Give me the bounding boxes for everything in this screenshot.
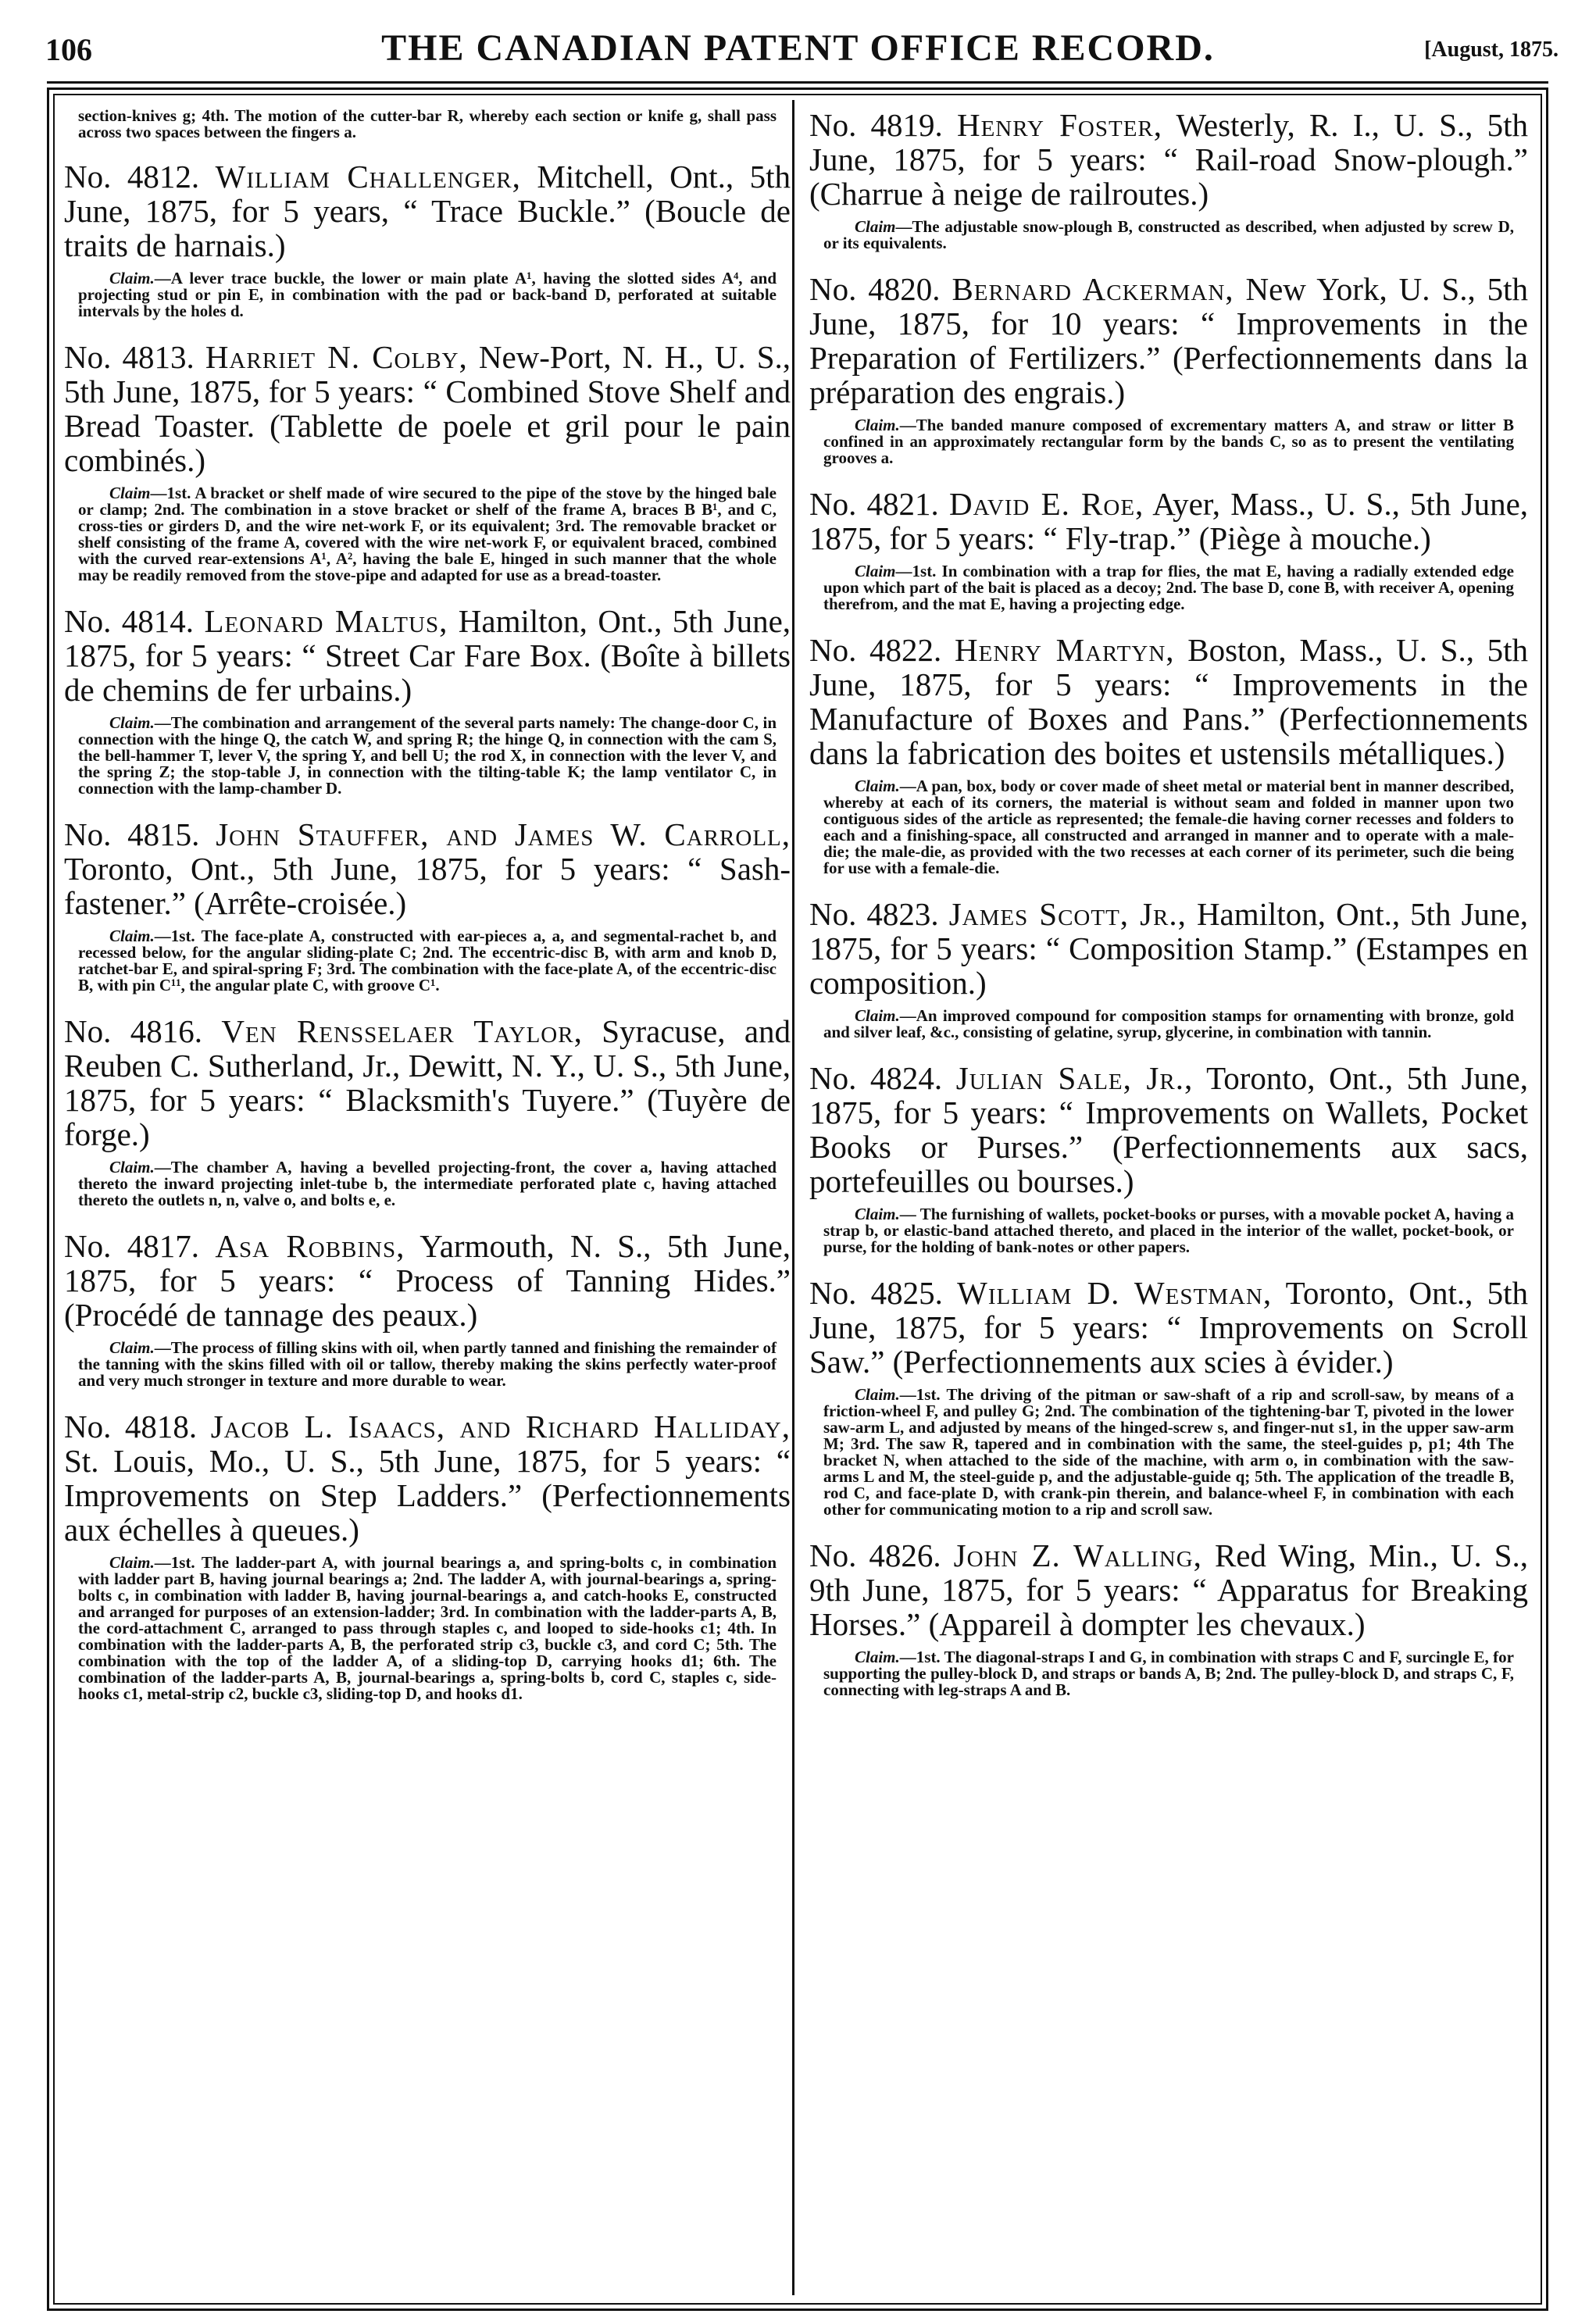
patent-heading <box>809 108 1528 211</box>
claim-label: Claim. <box>109 1338 155 1357</box>
patentee-name: Henry Martyn, <box>955 632 1175 668</box>
patent-number: No. 4820. <box>809 271 941 307</box>
patent-entry <box>64 159 791 320</box>
patentee-name: James Scott, Jr., <box>948 896 1187 932</box>
patent-details: Hamilton, Ont., 5th June, 1875, for 5 years: “ Street Car Fare Box. (Boîte à billets de chemins de fer urbains.) <box>64 603 791 708</box>
patent-entry <box>809 897 1528 1041</box>
patent-details: Ayer, Mass., U. S., 5th June, 1875, for 5 years: “ Fly-trap.” (Piège à mouche.) <box>809 486 1529 556</box>
claim-text: —1st. The diagonal-straps I and G, in combination with straps C and F, surcingle E, for supporting the pulley-block D, and straps or bands A, B; 2nd. The pulley-block D, and straps C, F, connecting with leg-straps A and B. <box>823 1648 1514 1699</box>
patent-heading <box>809 1538 1528 1641</box>
patent-details: New York, U. S., 5th June, 1875, for 10 years: “ Improvements in the Preparation of Fertilizers.” (Perfectionnements dans la préparation des engrais.) <box>809 271 1529 410</box>
patent-details: Westerly, R. I., U. S., 5th June, 1875, for 5 years: “ Rail-road Snow-plough.” (Charrue à neige de railroutes.) <box>809 107 1529 212</box>
patent-claim <box>78 270 777 320</box>
top-rule <box>47 81 1548 84</box>
claim-label: Claim. <box>855 777 900 795</box>
patent-number: No. 4814. <box>64 603 195 639</box>
patent-heading <box>64 340 791 477</box>
claim-text: —An improved compound for composition stamps for ornamenting with bronze, gold and silver leaf, &c., consisting of gelatine, syrup, glycerine, in combination with tannin. <box>823 1006 1514 1041</box>
patent-details: Mitchell, Ont., 5th June, 1875, for 5 years, “ Trace Buckle.” (Boucle de traits de harnais.) <box>64 159 791 263</box>
claim-label: Claim <box>109 484 151 502</box>
patentee-name: John Stauffer, and James W. Carroll, <box>216 816 791 852</box>
patent-entry <box>809 1061 1528 1255</box>
claim-text: —1st. The face-plate A, constructed with ear-pieces a, a, and segmental-rachet b, and recessed below, for the angular sliding-plate C; 2nd. The eccentric-disc B, with arm and knob D, ratchet-bar E, and spiral-spring F; 3rd. The combination with the face-plate A, of the eccentric-disc B, with pin C¹¹, the angular plate C, with groove C¹. <box>78 927 777 994</box>
patent-entry <box>64 340 791 584</box>
patent-claim <box>823 219 1514 252</box>
patent-heading <box>809 897 1528 1000</box>
page-number: 106 <box>45 32 92 67</box>
patent-claim <box>823 1008 1514 1041</box>
patent-claim <box>823 417 1514 466</box>
patentee-name: Jacob L. Isaacs, and Richard Halliday, <box>210 1409 791 1444</box>
patentee-name: Henry Foster, <box>956 107 1163 143</box>
claim-label: Claim. <box>109 713 155 732</box>
patent-details: Red Wing, Min., U. S., 9th June, 1875, for 5 years: “ Apparatus for Breaking Horses.” (Appareil à dompter les chevaux.) <box>809 1537 1529 1642</box>
patent-number: No. 4815. <box>64 816 200 852</box>
patent-entry <box>809 487 1528 612</box>
page-title: THE CANADIAN PATENT OFFICE RECORD. <box>381 27 1215 69</box>
patentee-name: Leonard Maltus, <box>204 603 448 639</box>
claim-label: Claim <box>855 217 896 236</box>
patent-entry <box>64 1229 791 1389</box>
patent-claim <box>78 1159 777 1209</box>
patent-heading <box>809 272 1528 409</box>
patent-details: New-Port, N. H., U. S., 5th June, 1875, for 5 years: “ Combined Stove Shelf and Bread Toaster. (Tablette de poele et gril pour le pain combinés.) <box>64 339 791 478</box>
claim-label: Claim. <box>109 1553 155 1572</box>
patent-claim <box>823 563 1514 612</box>
patent-entry <box>809 108 1528 252</box>
claim-label: Claim. <box>855 1006 900 1025</box>
claim-text: —The combination and arrangement of the several parts namely: The change-door C, in connection with the hinge Q, the catch W, and spring R; the hinge Q, in connection with the cam S, the bell-hammer T, lever V, the spring Y, and bell U; the rod X, in connection with the lever V, and the spring Z; the stop-table J, in connection with the tilting-table K; the lamp ventilator C, in connection with the lamp-chamber D. <box>78 713 777 798</box>
claim-text: —The chamber A, having a bevelled projecting-front, the cover a, having attached thereto the inward projecting inlet-tube b, the intermediate perforated plate c, having attached thereto the outlets n, n, valve o, and bolts e, e. <box>78 1158 777 1209</box>
patent-details: Syracuse, and Reuben C. Sutherland, Jr., Dewitt, N. Y., U. S., 5th June, 1875, for 5 years: “ Blacksmith's Tuyere.” (Tuyère de forge.) <box>64 1013 791 1152</box>
left-entries <box>64 159 791 1702</box>
patent-number: No. 4821. <box>809 486 939 522</box>
patent-heading <box>64 1014 791 1152</box>
patent-heading <box>809 633 1528 770</box>
patent-number: No. 4816. <box>64 1013 202 1049</box>
patent-claim <box>78 485 777 584</box>
claim-label: Claim. <box>855 1205 900 1223</box>
patent-number: No. 4825. <box>809 1275 943 1311</box>
patent-details: Toronto, Ont., 5th June, 1875, for 5 years: “ Sash-fastener.” (Arrête-croisée.) <box>64 851 791 921</box>
patent-claim <box>823 1649 1514 1698</box>
patent-number: No. 4826. <box>809 1537 941 1573</box>
patentee-name: Ven Rensselaer Taylor, <box>221 1013 583 1049</box>
patent-heading <box>809 1276 1528 1379</box>
patent-details: Hamilton, Ont., 5th June, 1875, for 5 years: “ Composition Stamp.” (Estampes en composition.) <box>809 896 1528 1001</box>
patent-claim <box>78 928 777 994</box>
patentee-name: William Challenger, <box>215 159 521 195</box>
patentee-name: David E. Roe, <box>949 486 1144 522</box>
patentee-name: Julian Sale, Jr., <box>955 1060 1194 1096</box>
patent-claim <box>823 1206 1514 1255</box>
claim-text: —1st. The driving of the pitman or saw-shaft of a rip and scroll-saw, by means of a friction-wheel F, and pulley G; 2nd. The combination of the tightening-bar T, pivoted in the lower saw-arm L, and adjusted by means of the hinged-screw s, and finger-nut s1, in the upper saw-arm M; 3rd. The saw R, tapered and in combination with the same, the steel-guides p, p1; 4th The bracket N, when attached to the side of the machine, with arm o, in combination with the saw-arms L and M, the steel-guide p, and the adjustable-guide q; 5th. The application of the treadle B, rod C, and face-plate D, with crank-pin therein, and balance-wheel F, in combination with each other for communicating motion to a rip and scroll saw. <box>823 1385 1514 1519</box>
claim-label: Claim. <box>855 1648 900 1666</box>
patent-details: Yarmouth, N. S., 5th June, 1875, for 5 years: “ Process of Tanning Hides.” (Procédé de tannage des peaux.) <box>64 1228 791 1333</box>
patent-number: No. 4819. <box>809 107 943 143</box>
patent-number: No. 4824. <box>809 1060 943 1096</box>
patent-entry <box>64 817 791 994</box>
patent-details: Toronto, Ont., 5th June, 1875, for 5 years: “ Improvements on Wallets, Pocket Books or Purses.” (Perfectionnements aux sacs, portefeuilles ou bourses.) <box>809 1060 1529 1199</box>
patent-details: Boston, Mass., U. S., 5th June, 1875, for 5 years: “ Improvements in the Manufacture of Boxes and Pans.” (Perfectionnements dans la fabrication des boites et ustensils métalliques.) <box>809 632 1529 771</box>
patent-heading <box>809 1061 1528 1198</box>
patent-claim <box>823 1387 1514 1518</box>
claim-label: Claim. <box>855 416 900 434</box>
patentee-name: Harriet N. Colby, <box>205 339 468 375</box>
patent-claim <box>78 1555 777 1702</box>
claim-label: Claim. <box>109 1158 155 1177</box>
claim-text: —The process of filling skins with oil, when partly tanned and finishing the remainder of the tanning with the skins filled with oil or tallow, thereby making the skins perfectly water-proof and very much stronger in texture and more durable to wear. <box>78 1338 777 1390</box>
patent-heading <box>64 159 791 262</box>
patent-details: Toronto, Ont., 5th June, 1875, for 5 years: “ Improvements on Scroll Saw.” (Perfectionnements aux scies à évider.) <box>809 1275 1529 1380</box>
column-divider <box>792 100 794 2295</box>
claim-label: Claim. <box>109 269 155 287</box>
patent-heading <box>64 817 791 920</box>
page-header <box>31 14 1565 70</box>
continued-claim-text: section-knives g; 4th. The motion of the cutter-bar R, whereby each section or knife g, shall pass across two spaces between the fingers a. <box>78 106 777 141</box>
patent-entry <box>809 272 1528 466</box>
patent-number: No. 4812. <box>64 159 200 195</box>
claim-text: —The banded manure composed of excrementary matters A, and straw or litter B confined in an approximately rectangular form by the bands C, so as to present the ventilating grooves a. <box>823 416 1514 467</box>
patent-claim <box>78 1340 777 1389</box>
patent-number: No. 4818. <box>64 1409 198 1444</box>
claim-text: —The adjustable snow-plough B, constructed as described, when adjusted by screw D, or its equivalents. <box>823 217 1514 252</box>
claim-label: Claim. <box>109 927 155 945</box>
patentee-name: Bernard Ackerman, <box>952 271 1234 307</box>
claim-text: —1st. The ladder-part A, with journal bearings a, and spring-bolts c, in combination with ladder part B, having journal bearings a; 2nd. The ladder A, with journal-bearings a, spring-bolts c, in combination with ladder B, having journal-bearings a, and catch-hooks E, constructed and arranged for purposes of an extension-ladder; 3rd. In combination with the ladder-parts A, B, the cord-attachment C, arranged to pass through staples c, and looped to side-hooks c1; 4th. In combination with the ladder-parts A, B, the perforated strip c3, buckle c3, and cord C; 5th. The combination with the top of the ladder A, of a sliding-top D, carrying hooks d1; 6th. The combination of the ladder-parts A, B, journal-bearings a, spring-bolts b, cord C, staples c, side-hooks c1, metal-strip c2, buckle c3, sliding-top D, and hooks d1. <box>78 1553 777 1703</box>
patent-details: St. Louis, Mo., U. S., 5th June, 1875, for 5 years: “ Improvements on Step Ladders.” (Perfectionnements aux échelles à queues.) <box>64 1443 791 1548</box>
right-column <box>809 108 1528 1719</box>
patentee-name: Asa Robbins, <box>215 1228 405 1264</box>
patent-claim <box>78 715 777 797</box>
patent-heading <box>64 604 791 707</box>
issue-date: [August, 1875. <box>1424 37 1559 62</box>
patent-heading <box>64 1409 791 1547</box>
patent-entry <box>64 604 791 797</box>
claim-label: Claim. <box>855 1385 900 1404</box>
patent-heading <box>809 487 1528 555</box>
claim-text: —1st. A bracket or shelf made of wire secured to the pipe of the stove by the hinged bale or clamp; 2nd. The combination in a stove bracket or shelf of the frame A, braces B B¹, and C, cross-ties or girders D, and the wire net-work F, or its equivalent; 3rd. The removable bracket or shelf consisting of the frame A, covered with the wire net-work F, or equivalent braced, combined with the curved rear-extensions A¹, A², having the bale E, hinged in such manner that the whole may be readily removed from the stove-pipe and adapted for use as a bread-toaster. <box>78 484 777 584</box>
patent-number: No. 4817. <box>64 1228 199 1264</box>
patentee-name: John Z. Walling, <box>953 1537 1202 1573</box>
patent-entry <box>809 1538 1528 1698</box>
patent-entry <box>809 633 1528 877</box>
patent-claim <box>823 778 1514 877</box>
claim-text: —1st. In combination with a trap for flies, the mat E, having a radially extended edge upon which part of the bait is placed as a decoy; 2nd. The base D, cone B, with receiver A, opening therefrom, and the mat E, having a projecting edge. <box>823 562 1514 613</box>
patent-number: No. 4822. <box>809 632 942 668</box>
patent-entry <box>64 1014 791 1209</box>
patent-number: No. 4823. <box>809 896 939 932</box>
claim-label: Claim <box>855 562 896 580</box>
patent-entry <box>809 1276 1528 1518</box>
claim-text: — The furnishing of wallets, pocket-books or purses, with a movable pocket A, having a strap b, or elastic-band attached thereto, and placed in the interior of the wallet, pocket-book, or purse, for the holding of bank-notes or other papers. <box>823 1205 1514 1256</box>
patentee-name: William D. Westman, <box>957 1275 1273 1311</box>
claim-text: —A lever trace buckle, the lower or main plate A¹, having the slotted sides A⁴, and projecting stud or pin E, in combination with the pad or back-band D, perforated at suitable intervals by the holes d. <box>78 269 777 320</box>
patent-entry <box>64 1409 791 1702</box>
claim-text: —A pan, box, body or cover made of sheet metal or material bent in manner described, whereby at each of its corners, the material is without seam and folded in manner upon two contiguous sides of the article as represented; the female-die having corner recesses and folders to each and a finishing-space, all constructed and arranged in manner and to operate with a male-die; the male-die, as provided with the two recesses at each corner of its perimeter, such die being for use with a female-die. <box>823 777 1514 877</box>
patent-heading <box>64 1229 791 1332</box>
patent-number: No. 4813. <box>64 339 195 375</box>
right-entries <box>809 108 1528 1698</box>
left-column <box>64 108 791 1723</box>
